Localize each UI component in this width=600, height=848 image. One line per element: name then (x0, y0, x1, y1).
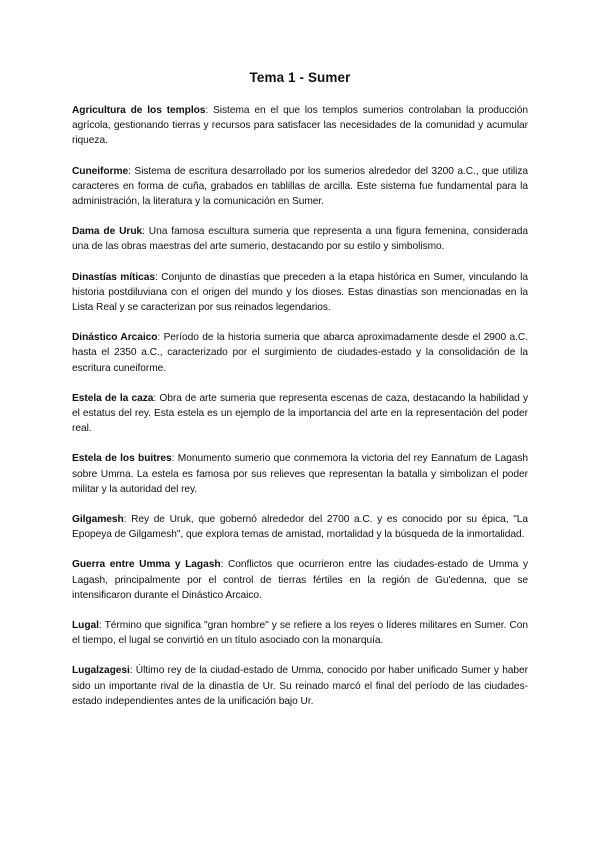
entry-definition: Último rey de la ciudad-estado de Umma, conocido por haber unificado Sumer y haber sido un importante rival de la dinastía de Ur. Su reinado marcó el final del período de las ciudades-estado independientes antes de la unificación bajo Ur. (72, 665, 528, 707)
page-title: Tema 1 - Sumer (249, 70, 351, 85)
entry-definition: Obra de arte sumeria que representa escenas de caza, destacando la habilidad y el estatus del rey. Esta estela es un ejemplo de la importancia del arte en la representación del poder real. (72, 392, 529, 435)
glossary-entry: Estela de los buitres: Monumento sumerio que conmemora la victoria del rey Eannatum de Lagash sobre Umma. La estela es famosa por sus relieves que representan la batalla y simbolizan el poder militar y la autoridad del rey. (72, 453, 529, 495)
entry-term: Dinastías míticas (72, 271, 155, 283)
entry-definition: Rey de Uruk, que gobernó alrededor del 2700 a.C. y es conocido por su épica, "La Epopeya de Gilgamesh", que explora temas de amistad, mortalidad y la búsqueda de la inmortalidad. (72, 514, 528, 541)
entry-definition: Término que significa "gran hombre" y se refiere a los reyes o líderes militares en Sumer. Con el tiempo, el lugal se convirtió en un título asociado con la monarquía. (72, 620, 528, 647)
entry-definition: Una famosa escultura sumeria que representa a una figura femenina, considerada una de las obras maestras del arte sumerio, destacando por su estilo y simbolismo. (72, 226, 528, 253)
entry-term: Estela de la caza (72, 392, 154, 404)
entry-definition: Monumento sumerio que conmemora la victoria del rey Eannatum de Lagash sobre Umma. La estela es famosa por sus relieves que representan la batalla y simbolizan el poder militar y la autoridad del rey. (72, 453, 529, 495)
entry-term: Agricultura de los templos (72, 105, 206, 116)
entry-term: Lugalzagesi (72, 665, 130, 677)
entry-term: Lugal (72, 620, 99, 632)
entry-definition: Conflictos que ocurrieron entre las ciudades-estado de Umma y Lagash, principalmente por el control de tierras fértiles en la región de Gu'edenna, que se intensificaron durante el Dinástico Arcaico. (72, 559, 528, 601)
entry-definition: Período de la historia sumeria que abarca aproximadamente desde el 2900 a.C. hasta el 2350 a.C., caracterizado por el surgimiento de ciudades-estado y la consolidación de la escritura cuneiforme. (72, 332, 528, 374)
entry-definition: Sistema en el que los templos sumerios controlaban la producción agrícola, gestionando tierras y recursos para satisfacer las necesidades de la comunidad y acumular riqueza. (72, 105, 529, 147)
glossary-entry: Dama de Uruk: Una famosa escultura sumeria que representa a una figura femenina, considerada una de las obras maestras del arte sumerio, destacando por su estilo y simbolismo. (72, 226, 528, 253)
glossary-entry: Agricultura de los templos: Sistema en el que los templos sumerios controlaban la producción agrícola, gestionando tierras y recursos para satisfacer las necesidades de la comunidad y acumular riqueza. (72, 105, 529, 147)
glossary-entry: Lugal: Término que significa "gran hombre" y se refiere a los reyes o líderes militares en Sumer. Con el tiempo, el lugal se convirtió en un título asociado con la monarquía. (72, 620, 528, 647)
entry-term: Dama de Uruk (72, 226, 143, 238)
entry-definition: Sistema de escritura desarrollado por los sumerios alrededor del 3200 a.C., que utiliza caracteres en forma de cuña, grabados en tablillas de arcilla. Este sistema fue fundamental para la administración, la literatura y la comunicación en Sumer. (72, 165, 528, 208)
glossary-entry: Lugalzagesi: Último rey de la ciudad-estado de Umma, conocido por haber unificado Sumer y haber sido un importante rival de la dinastía de Ur. Su reinado marcó el final del período de las ciudades-estado independientes antes de la unificación bajo Ur. (72, 665, 528, 707)
glossary-entry: Cuneiforme: Sistema de escritura desarrollado por los sumerios alrededor del 3200 a.C., que utiliza caracteres en forma de cuña, grabados en tablillas de arcilla. Este sistema fue fundamental para la administración, la literatura y la comunicación en Sumer. (72, 165, 528, 208)
glossary-entry: Dinastías míticas: Conjunto de dinastías que preceden a la etapa histórica en Sumer, vinculando la historia postdiluviana con el origen del mundo y los dioses. Estas dinastías son mencionadas en la Lista Real y se caracterizan por sus reinados legendarios. (72, 271, 529, 314)
entry-term: Estela de los buitres (72, 453, 172, 465)
glossary-entry: Dinástico Arcaico: Período de la historia sumeria que abarca aproximadamente desde el 2900 a.C. hasta el 2350 a.C., caracterizado por el surgimiento de ciudades-estado y la consolidación de la escritura cuneiforme. (72, 332, 528, 374)
glossary-entry: Estela de la caza: Obra de arte sumeria que representa escenas de caza, destacando la habilidad y el estatus del rey. Esta estela es un ejemplo de la importancia del arte en la representación del poder real. (72, 392, 529, 435)
entry-term: Cuneiforme (72, 165, 129, 177)
glossary-entry: Guerra entre Umma y Lagash: Conflictos que ocurrieron entre las ciudades-estado de Umma y Lagash, principalmente por el control de tierras fértiles en la región de Gu'edenna, que se intensificaron durante el Dinástico Arcaico. (72, 559, 528, 601)
glossary-entry: Gilgamesh: Rey de Uruk, que gobernó alrededor del 2700 a.C. y es conocido por su épica, "La Epopeya de Gilgamesh", que explora temas de amistad, mortalidad y la búsqueda de la inmortalidad. (72, 514, 528, 541)
entry-definition: Conjunto de dinastías que preceden a la etapa histórica en Sumer, vinculando la historia postdiluviana con el origen del mundo y los dioses. Estas dinastías son mencionadas en la Lista Real y se caracterizan por sus reinados legendarios. (72, 271, 529, 314)
entry-term: Dinástico Arcaico (72, 332, 158, 344)
entry-term: Gilgamesh (72, 514, 124, 526)
entry-term: Guerra entre Umma y Lagash (72, 559, 221, 571)
